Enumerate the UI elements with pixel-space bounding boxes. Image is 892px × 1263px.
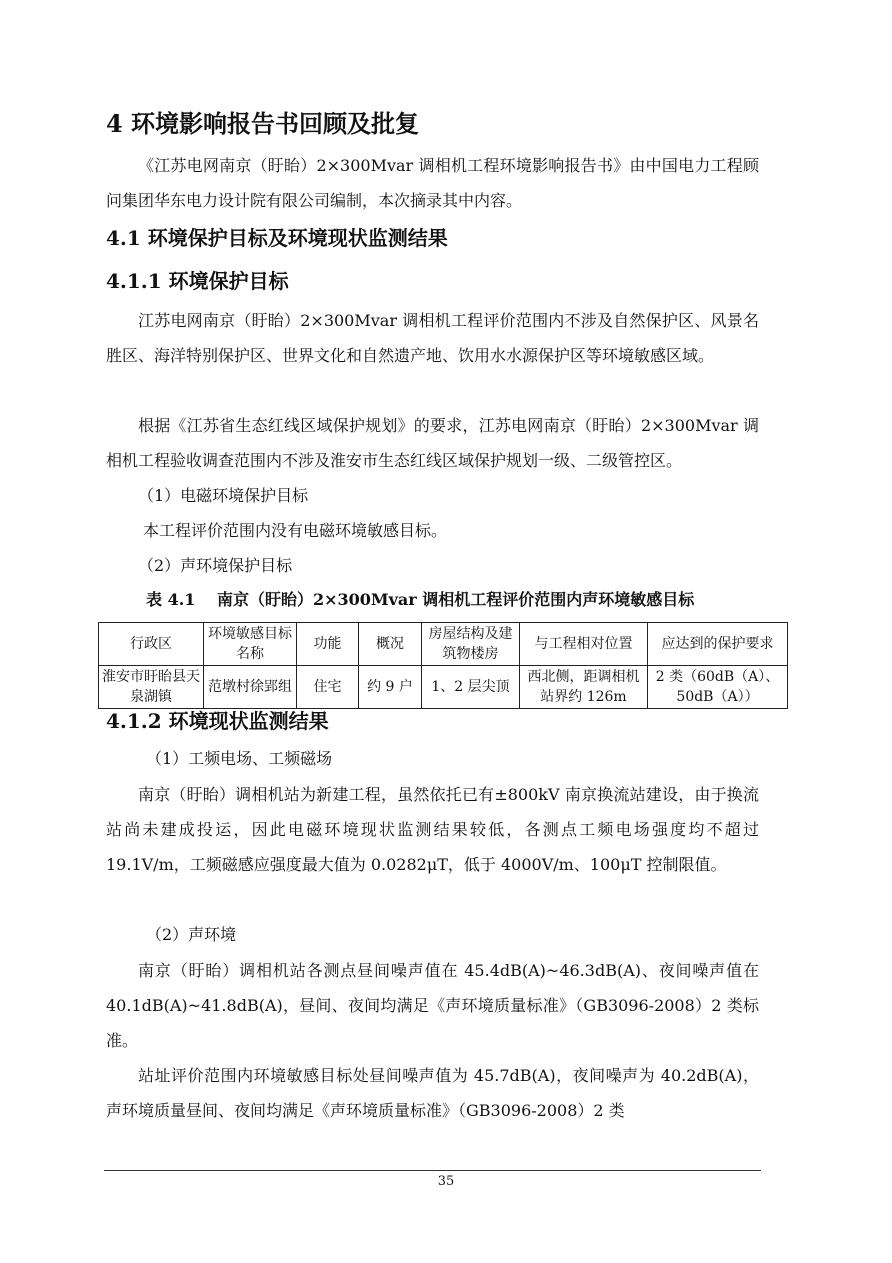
section-4-heading: 4 环境影响报告书回顾及批复 (106, 109, 420, 138)
protection-paragraph-1 (106, 303, 759, 373)
power-freq-text: 南京（盱眙）调相机站为新建工程，虽然依托已有±800kV 南京换流站建设，由于换流站尚未建成投运，因此电磁环境现状监测结果较低，各测点工频电场强度均不超过 19.1V/m，工频磁感应强度最大值为 0.0282μT，低于 4000V/m、100μT 控制限值。 (106, 785, 759, 874)
table-cell: 淮安市盱眙县天泉湖镇 (99, 666, 204, 709)
sound-text-2: 站址评价范围内环境敏感目标处昼间噪声值为 45.7dB(A)，夜间噪声为 40.2dB(A)，声环境质量昼间、夜间均满足《声环境质量标准》（GB3096-2008）2 类 (106, 1066, 759, 1120)
table-header-cell: 概况 (359, 623, 422, 666)
protection-text-2: 根据《江苏省生态红线区域保护规划》的要求，江苏电网南京（盱眙）2×300Mvar 调相机工程验收调查范围内不涉及淮安市生态红线区域保护规划一级、二级管控区。 (106, 416, 759, 470)
sound-text-1: 南京（盱眙）调相机站各测点昼间噪声值在 45.4dB(A)~46.3dB(A)、夜间噪声值在 40.1dB(A)~41.8dB(A)，昼间、夜间均满足《声环境质量标准》（GB3096-2008）2 类标准。 (106, 961, 759, 1050)
sensitive-targets-table (98, 622, 788, 709)
sound-target-item: （2）声环境保护目标 (138, 556, 293, 575)
table-header-cell: 与工程相对位置 (520, 623, 648, 666)
section-4-1-2-heading: 4.1.2 环境现状监测结果 (106, 709, 329, 733)
section-4-1-1-heading: 4.1.1 环境保护目标 (106, 269, 289, 293)
section-4-1-heading: 4.1 环境保护目标及环境现状监测结果 (106, 226, 448, 250)
sound-paragraph-2 (106, 1058, 759, 1128)
sound-env-item: （2）声环境 (146, 925, 237, 944)
footer-divider (104, 1170, 761, 1171)
table-cell: 西北侧，距调相机站界约 126m (520, 666, 648, 709)
table-cell: 2 类（60dB（A）、50dB（A）） (648, 666, 788, 709)
power-freq-paragraph (106, 777, 759, 882)
em-target-text: 本工程评价范围内没有电磁环境敏感目标。 (143, 521, 448, 540)
table-header-row (99, 623, 788, 666)
em-target-item: （1）电磁环境保护目标 (138, 486, 309, 505)
table-cell: 住宅 (297, 666, 359, 709)
intro-text: 《江苏电网南京（盱眙）2×300Mvar 调相机工程环境影响报告书》由中国电力工程顾问集团华东电力设计院有限公司编制，本次摘录其中内容。 (106, 156, 759, 210)
table-header-cell: 功能 (297, 623, 359, 666)
protection-text-1: 江苏电网南京（盱眙）2×300Mvar 调相机工程评价范围内不涉及自然保护区、风景名胜区、海洋特别保护区、世界文化和自然遗产地、饮用水水源保护区等环境敏感区域。 (106, 311, 759, 365)
table-header-cell: 应达到的保护要求 (648, 623, 788, 666)
table-header-cell: 房屋结构及建筑物楼房 (422, 623, 520, 666)
power-freq-item: （1）工频电场、工频磁场 (146, 749, 333, 768)
table-cell: 1、2 层尖顶 (422, 666, 520, 709)
sound-paragraph-1 (106, 953, 759, 1058)
table-caption: 表 4.1 南京（盱眙）2×300Mvar 调相机工程评价范围内声环境敏感目标 (146, 590, 695, 609)
table-cell: 范墩村徐郢组 (204, 666, 297, 709)
page-number: 35 (437, 1174, 455, 1189)
table-row (99, 666, 788, 709)
table-cell: 约 9 户 (359, 666, 422, 709)
intro-paragraph (106, 148, 759, 218)
table-header-cell: 环境敏感目标名称 (204, 623, 297, 666)
protection-paragraph-2 (106, 408, 759, 478)
table-header-cell: 行政区 (99, 623, 204, 666)
